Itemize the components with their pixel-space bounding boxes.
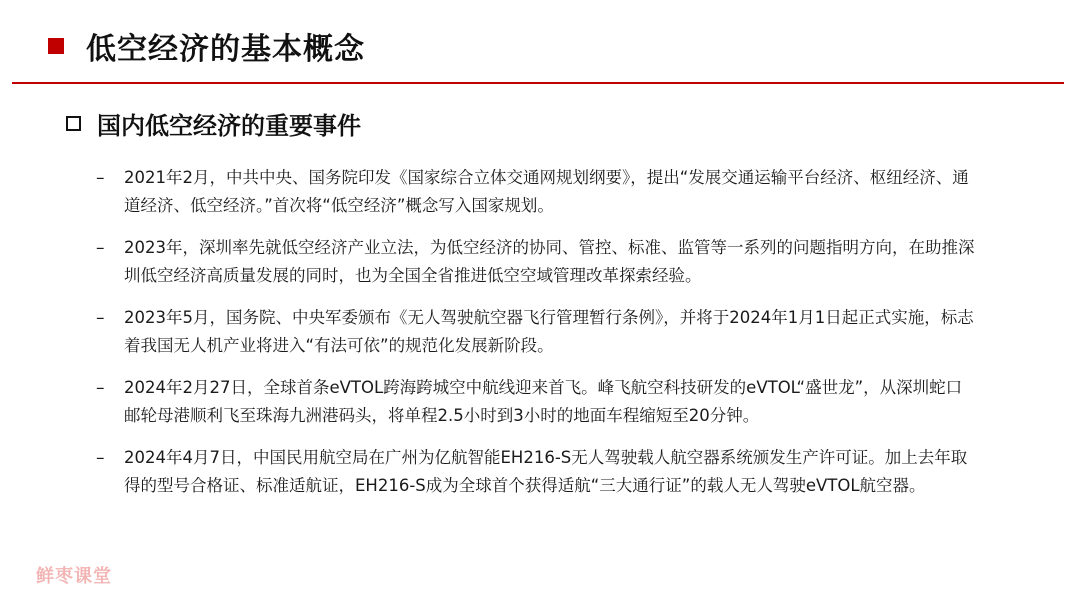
dash-bullet: –	[96, 168, 105, 188]
event-text: 2023年5月，国务院、中央军委颁布《无人驾驶航空器飞行管理暂行条例》，并将于2024年1月1日起正式实施，标志着我国无人机产业将进入“有法可依”的规范化发展新阶段。	[124, 308, 974, 355]
section-title: 国内低空经济的重要事件	[97, 111, 361, 140]
dash-bullet: –	[96, 378, 105, 398]
event-item	[96, 444, 976, 500]
event-item	[96, 374, 976, 430]
slide-header	[48, 24, 365, 68]
event-text: 2021年2月，中共中央、国务院印发《国家综合立体交通网规划纲要》，提出“发展交通运输平台经济、枢纽经济、通道经济、低空经济。”首次将“低空经济”概念写入国家规划。	[124, 168, 969, 215]
dash-bullet: –	[96, 238, 105, 258]
event-text: 2023年，深圳率先就低空经济产业立法，为低空经济的协同、管控、标准、监管等一系列的问题指明方向，在助推深圳低空经济高质量发展的同时，也为全国全省推进低空空域管理改革探索经验。	[124, 238, 975, 285]
event-text: 2024年2月27日，全球首条eVTOL跨海跨城空中航线迎来首飞。峰飞航空科技研发的eVTOL“盛世龙”，从深圳蛇口邮轮母港顺利飞至珠海九洲港码头，将单程2.5小时到3小时的地面车程缩短至20分钟。	[124, 378, 963, 425]
event-item	[96, 234, 976, 290]
section-header	[66, 106, 361, 140]
title-divider	[12, 82, 1064, 84]
dash-bullet: –	[96, 308, 105, 328]
red-square-icon	[48, 38, 64, 54]
event-text: 2024年4月7日，中国民用航空局在广州为亿航智能EH216-S无人驾驶载人航空器系统颁发生产许可证。加上去年取得的型号合格证、标准适航证，EH216-S成为全球首个获得适航“三大通行证”的载人无人驾驶eVTOL航空器。	[124, 448, 968, 495]
hollow-square-icon	[66, 116, 81, 131]
dash-bullet: –	[96, 448, 105, 468]
watermark: 鲜枣课堂	[36, 566, 112, 587]
events-list	[96, 164, 976, 514]
event-item	[96, 164, 976, 220]
slide-title: 低空经济的基本概念	[86, 32, 365, 67]
event-item	[96, 304, 976, 360]
